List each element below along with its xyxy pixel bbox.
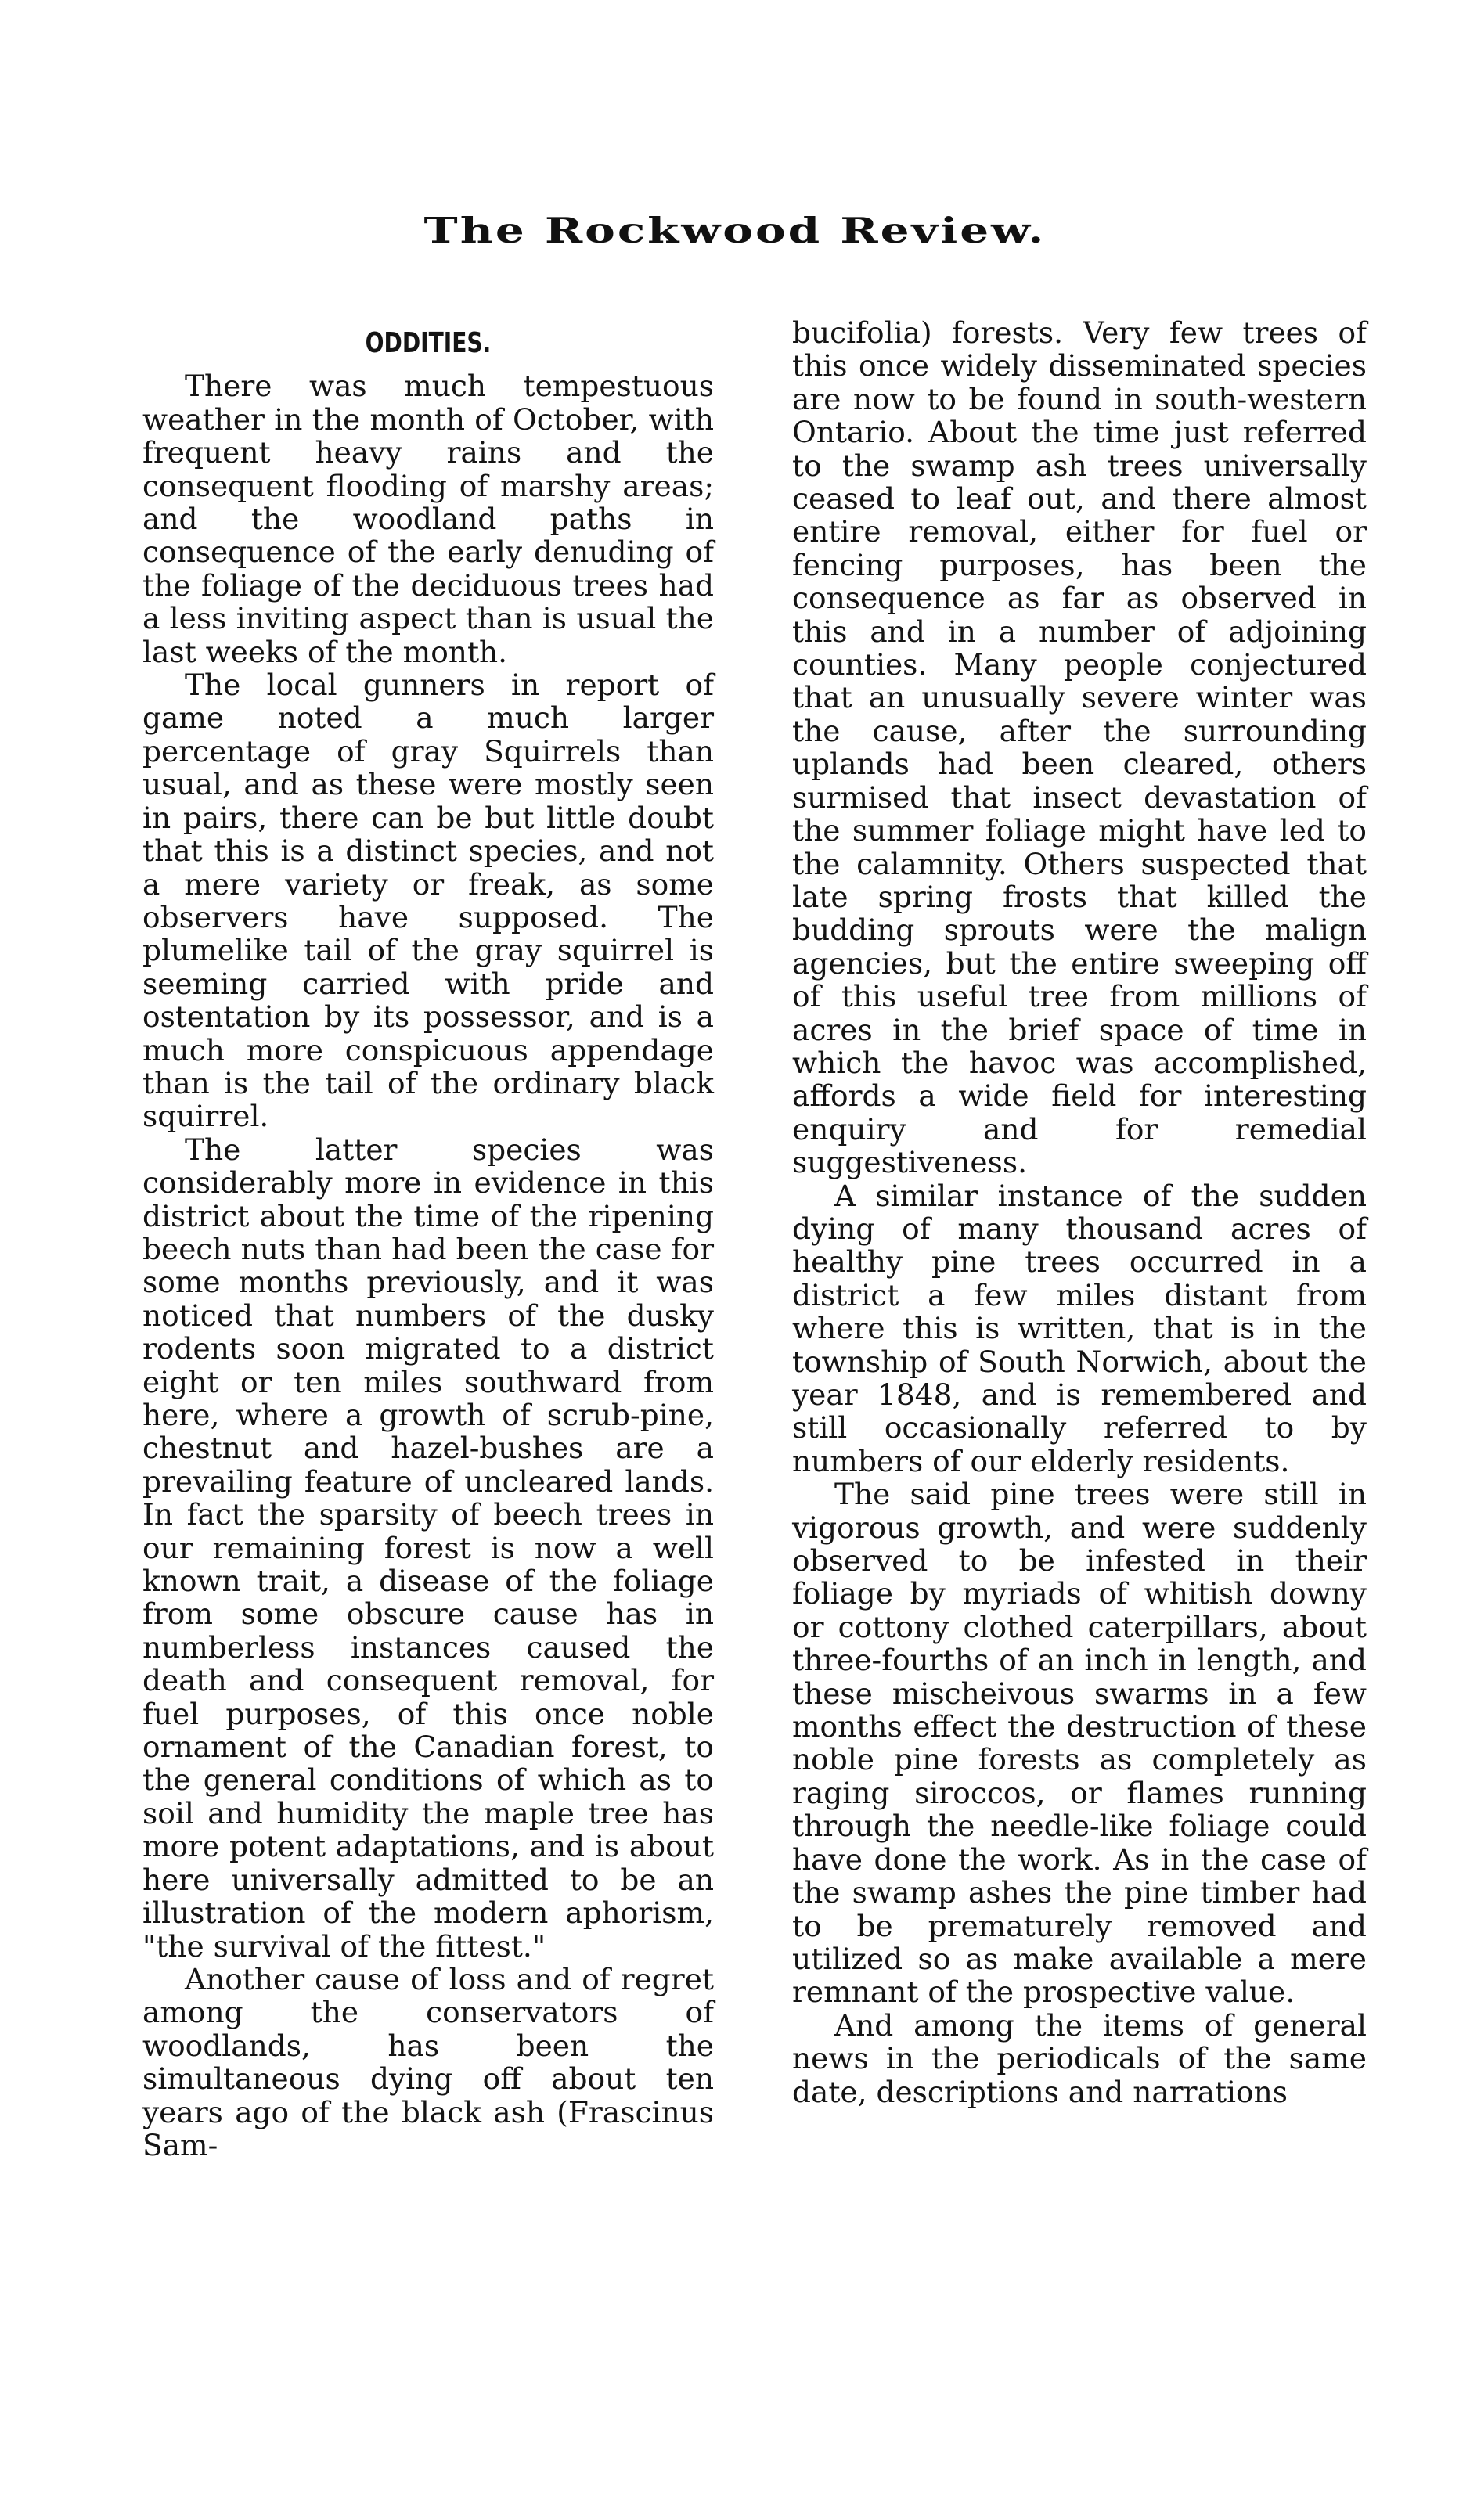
paragraph: There was much tempestuous weather in the month of October, with frequent heavy rains and the consequent flooding of marshy areas; and the woodland paths in consequence of the early denuding of the foliage of the deciduous trees had a less inviting aspect than is usual the last weeks of the month. bbox=[142, 369, 714, 669]
paragraph: The said pine trees were still in vigorous growth, and were suddenly observed to be infested in their foliage by myriads of whitish downy or cottony clothed caterpillars, about three-fourths of an inch in length, and these mischeivous swarms in a few months effect the destruction of these noble pine forests as completely as raging siroccos, or flames running through the needle-like foliage could have done the work. As in the case of the swamp ashes the pine timber had to be prematurely removed and utilized so as make available a mere remnant of the prospective value. bbox=[792, 1477, 1367, 2010]
paragraph: And among the items of general news in the periodicals of the same date, descriptions and narrations bbox=[792, 2007, 1367, 2109]
paragraph: Another cause of loss and of regret among the conservators of woodlands, has been the simultaneous dying off about ten years ago of the black ash (Frascinus Sam- bbox=[142, 1961, 714, 2162]
left-column bbox=[142, 316, 714, 2162]
paragraph: The local gunners in report of game noted a much larger percentage of gray Squirrels than usual, and as these were mostly seen in pairs, there can be but little doubt that this is a distinct species, and not a mere variety or freak, as some observers have supposed. The plumelike tail of the gray squirrel is seeming carried with pride and ostentation by its possessor, and is a much more conspicuous appendage than is the tail of the ordinary black squirrel. bbox=[142, 668, 714, 1134]
right-column bbox=[792, 316, 1367, 2108]
page-title: The Rockwood Review. bbox=[423, 210, 1047, 252]
paragraph: A similar instance of the sudden dying of many thousand acres of healthy pine trees occurred in a district a few miles distant from where this is written, that is in the township of South Norwich, about the year 1848, and is remembered and still occasionally referred to by numbers of our elderly residents. bbox=[792, 1178, 1367, 1478]
paragraph: bucifolia) forests. Very few trees of this once widely disseminated species are now to be found in south-western Ontario. About the time just referred to the swamp ash trees universally ceased to leaf out, and there almost entire removal, either for fuel or fencing purposes, has been the consequence as far as observed in this and in a number of adjoining counties. Many people conjectured that an unusually severe winter was the cause, after the surrounding uplands had been cleared, others surmised that insect devastation of the summer foliage might have led to the calamnity. Others suspected that late spring frosts that killed the budding sprouts were the malign agencies, but the entire sweeping off of this useful tree from millions of acres in the brief space of time in which the havoc was accomplished, affords a wide field for interesting enquiry and for remedial suggestiveness. bbox=[792, 315, 1367, 1180]
article-heading: ODDITIES. bbox=[365, 327, 492, 359]
paragraph: The latter species was considerably more in evidence in this district about the time of the ripening beech nuts than had been the case for some months previously, and it was noticed that numbers of the dusky rodents soon migrated to a district eight or ten miles southward from here, where a growth of scrub-pine, chestnut and hazel-bushes are a prevailing feature of uncleared lands. In fact the sparsity of beech trees in our remaining forest is now a well known trait, a disease of the foliage from some obscure cause has in numberless instances caused the death and consequent removal, for fuel purposes, of this once noble ornament of the Canadian forest, to the general conditions of which as to soil and humidity the maple tree has more potent adaptations, and is about here universally admitted to be an illustration of the modern aphorism, "the survival of the fittest." bbox=[142, 1132, 714, 1964]
